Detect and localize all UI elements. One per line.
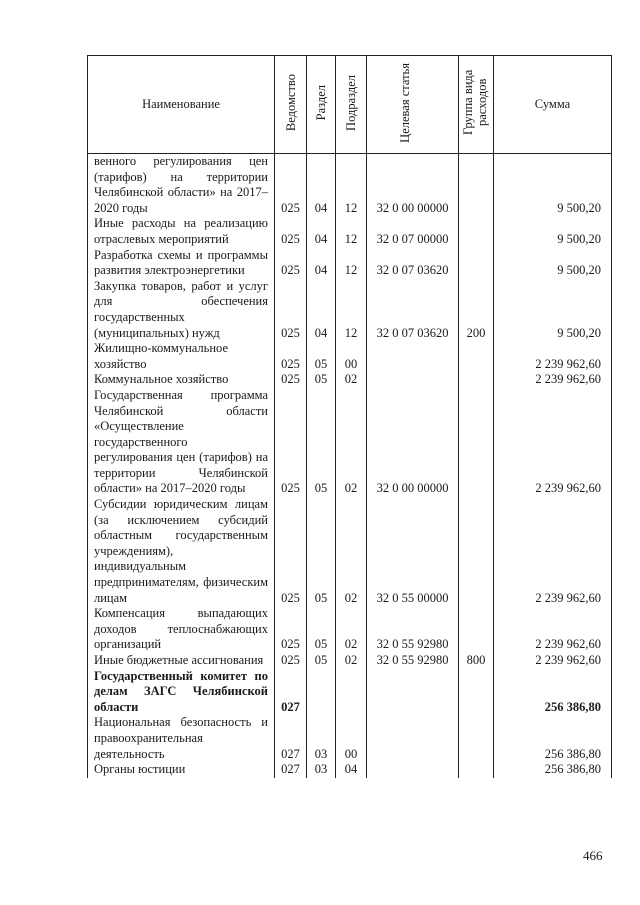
cell-subsection: 00 (336, 341, 367, 372)
cell-expense-group (459, 341, 494, 372)
cell-subsection: 12 (336, 216, 367, 247)
cell-expense-group (459, 154, 494, 217)
budget-table (87, 55, 612, 778)
cell-target-article (367, 669, 459, 716)
cell-target-article: 32 0 55 92980 (367, 653, 459, 669)
cell-expense-group (459, 606, 494, 653)
cell-amount: 2 239 962,60 (494, 606, 612, 653)
cell-section: 05 (307, 341, 336, 372)
cell-department: 025 (275, 341, 307, 372)
cell-expense-group (459, 669, 494, 716)
cell-expense-group (459, 248, 494, 279)
cell-section: 03 (307, 715, 336, 762)
cell-subsection: 02 (336, 653, 367, 669)
cell-section: 05 (307, 606, 336, 653)
header-department: Ведомство (275, 56, 307, 154)
cell-target-article: 32 0 07 03620 (367, 248, 459, 279)
cell-department: 027 (275, 715, 307, 762)
cell-amount: 256 386,80 (494, 762, 612, 778)
cell-department: 025 (275, 154, 307, 217)
table-row (88, 653, 612, 669)
cell-subsection: 12 (336, 154, 367, 217)
cell-expense-group (459, 388, 494, 497)
cell-expense-group (459, 216, 494, 247)
cell-target-article (367, 762, 459, 778)
table-row (88, 248, 612, 279)
table-header-row (88, 56, 612, 154)
cell-name: Иные бюджетные ассигнования (88, 653, 275, 669)
cell-name: Компенсация выпадающих доходов теплоснабжающих организаций (88, 606, 275, 653)
cell-department: 025 (275, 279, 307, 341)
cell-department: 027 (275, 762, 307, 778)
cell-subsection: 02 (336, 606, 367, 653)
cell-name: Государственный комитет по делам ЗАГС Челябинской области (88, 669, 275, 716)
table-row (88, 154, 612, 217)
cell-amount: 256 386,80 (494, 715, 612, 762)
table-row (88, 216, 612, 247)
cell-subsection: 02 (336, 372, 367, 388)
cell-section: 05 (307, 388, 336, 497)
cell-amount: 9 500,20 (494, 279, 612, 341)
table-row (88, 372, 612, 388)
cell-target-article (367, 715, 459, 762)
table-row (88, 388, 612, 497)
cell-name: Разработка схемы и программы развития электроэнергетики (88, 248, 275, 279)
cell-name: Коммунальное хозяйство (88, 372, 275, 388)
table-row (88, 669, 612, 716)
cell-section: 05 (307, 653, 336, 669)
cell-amount: 2 239 962,60 (494, 372, 612, 388)
cell-target-article: 32 0 00 00000 (367, 154, 459, 217)
table-body (88, 154, 612, 778)
cell-name: Органы юстиции (88, 762, 275, 778)
cell-amount: 9 500,20 (494, 248, 612, 279)
cell-target-article: 32 0 55 92980 (367, 606, 459, 653)
cell-amount: 9 500,20 (494, 216, 612, 247)
cell-section: 04 (307, 216, 336, 247)
table-row (88, 606, 612, 653)
cell-section: 04 (307, 248, 336, 279)
header-expense-group: Группа вида расходов (459, 56, 494, 154)
cell-section: 03 (307, 762, 336, 778)
cell-section: 04 (307, 154, 336, 217)
cell-section (307, 669, 336, 716)
cell-subsection: 02 (336, 497, 367, 606)
page-number: 466 (583, 848, 603, 863)
cell-target-article: 32 0 55 00000 (367, 497, 459, 606)
cell-expense-group: 800 (459, 653, 494, 669)
cell-department: 025 (275, 372, 307, 388)
cell-amount: 2 239 962,60 (494, 388, 612, 497)
cell-expense-group (459, 497, 494, 606)
cell-name: Закупка товаров, работ и услуг для обеспечения государственных (муниципальных) нужд (88, 279, 275, 341)
cell-name: Национальная безопасность и правоохранительная деятельность (88, 715, 275, 762)
cell-target-article: 32 0 07 03620 (367, 279, 459, 341)
cell-expense-group (459, 762, 494, 778)
cell-department: 025 (275, 248, 307, 279)
cell-department: 025 (275, 497, 307, 606)
header-section: Раздел (307, 56, 336, 154)
cell-expense-group (459, 715, 494, 762)
cell-section: 04 (307, 279, 336, 341)
cell-name: Иные расходы на реализацию отраслевых мероприятий (88, 216, 275, 247)
cell-name: Жилищно-коммунальное хозяйство (88, 341, 275, 372)
cell-subsection (336, 669, 367, 716)
table-row (88, 762, 612, 778)
cell-name: венного регулирования цен (тарифов) на территории Челябинской области» на 2017–2020 годы (88, 154, 275, 217)
table-row (88, 497, 612, 606)
cell-amount: 9 500,20 (494, 154, 612, 217)
cell-amount: 2 239 962,60 (494, 341, 612, 372)
cell-target-article: 32 0 07 00000 (367, 216, 459, 247)
cell-subsection: 12 (336, 248, 367, 279)
cell-department: 025 (275, 653, 307, 669)
cell-target-article (367, 372, 459, 388)
table-row (88, 715, 612, 762)
header-subsection: Подраздел (336, 56, 367, 154)
cell-target-article (367, 341, 459, 372)
table-row (88, 341, 612, 372)
header-target-article: Целевая статья (367, 56, 459, 154)
cell-department: 027 (275, 669, 307, 716)
cell-expense-group (459, 372, 494, 388)
cell-section: 05 (307, 372, 336, 388)
cell-subsection: 00 (336, 715, 367, 762)
cell-department: 025 (275, 606, 307, 653)
cell-section: 05 (307, 497, 336, 606)
cell-name: Субсидии юридическим лицам (за исключением субсидий областным государственным учреждениям), индивидуальным предпринимателям, физическим лицам (88, 497, 275, 606)
cell-name: Государственная программа Челябинской области «Осуществление государственного регулирования цен (тарифов) на территории Челябинской области» на 2017–2020 годы (88, 388, 275, 497)
cell-amount: 2 239 962,60 (494, 497, 612, 606)
cell-subsection: 12 (336, 279, 367, 341)
cell-department: 025 (275, 388, 307, 497)
cell-amount: 2 239 962,60 (494, 653, 612, 669)
table-row (88, 279, 612, 341)
cell-subsection: 02 (336, 388, 367, 497)
header-name: Наименование (88, 56, 275, 154)
cell-expense-group: 200 (459, 279, 494, 341)
cell-target-article: 32 0 00 00000 (367, 388, 459, 497)
header-amount: Сумма (494, 56, 612, 154)
cell-amount: 256 386,80 (494, 669, 612, 716)
cell-department: 025 (275, 216, 307, 247)
cell-subsection: 04 (336, 762, 367, 778)
